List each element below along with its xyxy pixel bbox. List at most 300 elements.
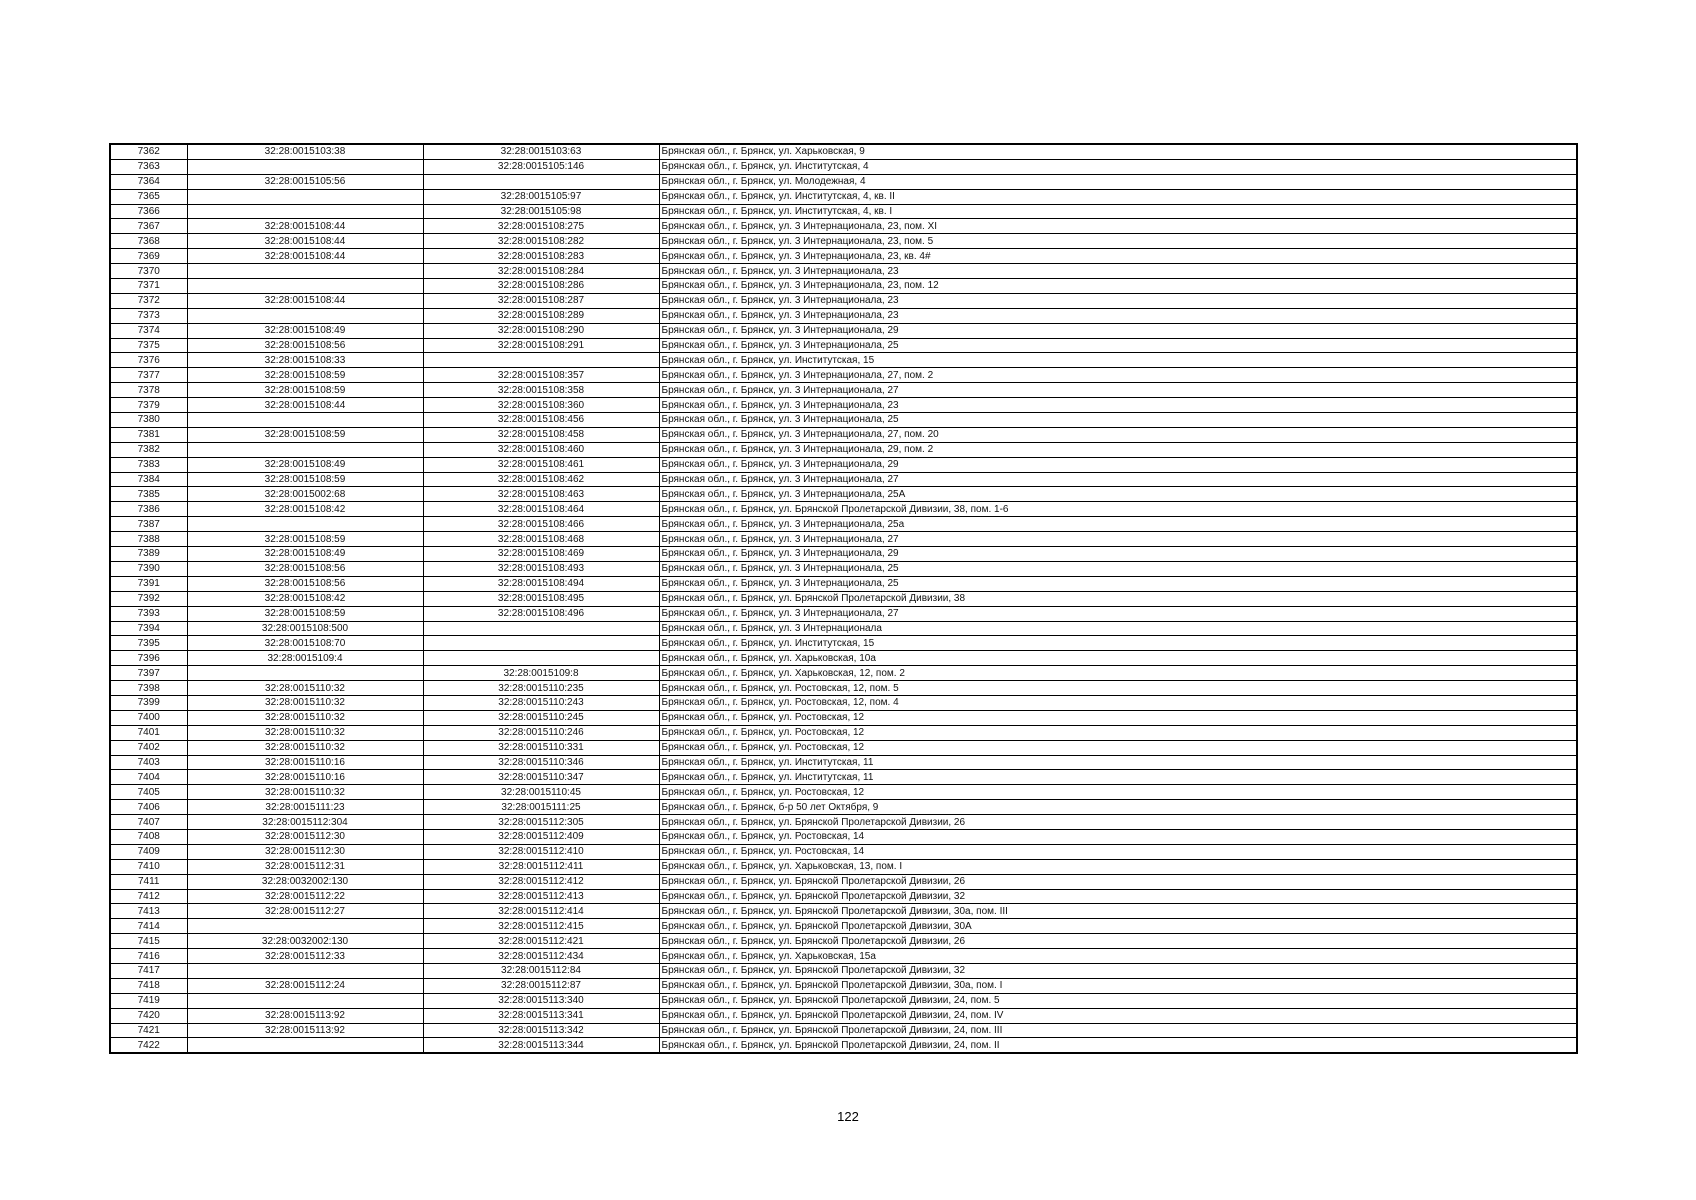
address-cell: Брянская обл., г. Брянск, ул. 3 Интернационала, 27, пом. 20 [659,427,1577,442]
object-number-cell: 32:28:0015108:466 [423,517,659,532]
registry-table [109,143,1578,1054]
parcel-number-cell: 32:28:0015108:44 [187,398,423,413]
address-cell: Брянская обл., г. Брянск, ул. 3 Интернационала, 23 [659,398,1577,413]
object-number-cell: 32:28:0015110:243 [423,695,659,710]
table-row [110,561,1577,576]
object-number-cell: 32:28:0015110:347 [423,770,659,785]
table-row [110,993,1577,1008]
parcel-number-cell: 32:28:0015002:68 [187,487,423,502]
row-number-cell: 7392 [110,591,187,606]
row-number-cell: 7414 [110,919,187,934]
parcel-number-cell: 32:28:0015111:23 [187,800,423,815]
parcel-number-cell: 32:28:0015112:33 [187,949,423,964]
object-number-cell: 32:28:0015108:357 [423,368,659,383]
parcel-number-cell [187,204,423,219]
row-number-cell: 7391 [110,576,187,591]
object-number-cell: 32:28:0015108:284 [423,264,659,279]
object-number-cell: 32:28:0015108:469 [423,547,659,562]
address-cell: Брянская обл., г. Брянск, ул. Брянской Пролетарской Дивизии, 24, пом. IV [659,1008,1577,1023]
table-row [110,651,1577,666]
parcel-number-cell: 32:28:0015112:30 [187,829,423,844]
address-cell: Брянская обл., г. Брянск, ул. Брянской Пролетарской Дивизии, 30а, пом. III [659,904,1577,919]
parcel-number-cell [187,517,423,532]
object-number-cell: 32:28:0015108:287 [423,293,659,308]
table-row [110,308,1577,323]
row-number-cell: 7383 [110,457,187,472]
table-row [110,844,1577,859]
address-cell: Брянская обл., г. Брянск, ул. 3 Интернационала, 23, пом. 12 [659,279,1577,294]
table-row [110,293,1577,308]
row-number-cell: 7375 [110,338,187,353]
parcel-number-cell: 32:28:0015108:42 [187,502,423,517]
row-number-cell: 7382 [110,442,187,457]
parcel-number-cell [187,442,423,457]
table-row [110,144,1577,159]
table-row [110,189,1577,204]
table-row [110,502,1577,517]
table-row [110,666,1577,681]
address-cell: Брянская обл., г. Брянск, ул. 3 Интернационала, 27 [659,383,1577,398]
row-number-cell: 7367 [110,219,187,234]
parcel-number-cell: 32:28:0015108:59 [187,606,423,621]
address-cell: Брянская обл., г. Брянск, ул. Харьковская, 15а [659,949,1577,964]
address-cell: Брянская обл., г. Брянск, ул. 3 Интернационала, 25А [659,487,1577,502]
row-number-cell: 7363 [110,159,187,174]
parcel-number-cell [187,279,423,294]
row-number-cell: 7411 [110,874,187,889]
address-cell: Брянская обл., г. Брянск, ул. Ростовская, 12 [659,785,1577,800]
parcel-number-cell: 32:28:0015108:59 [187,532,423,547]
table-row [110,740,1577,755]
address-cell: Брянская обл., г. Брянск, ул. Институтская, 4, кв. I [659,204,1577,219]
row-number-cell: 7380 [110,413,187,428]
row-number-cell: 7372 [110,293,187,308]
parcel-number-cell: 32:28:0015110:32 [187,710,423,725]
row-number-cell: 7376 [110,353,187,368]
object-number-cell: 32:28:0015108:275 [423,219,659,234]
object-number-cell: 32:28:0015113:342 [423,1023,659,1038]
object-number-cell: 32:28:0015108:496 [423,606,659,621]
table-row [110,547,1577,562]
address-cell: Брянская обл., г. Брянск, ул. Институтская, 4, кв. II [659,189,1577,204]
parcel-number-cell: 32:28:0015110:16 [187,755,423,770]
row-number-cell: 7386 [110,502,187,517]
object-number-cell: 32:28:0015108:494 [423,576,659,591]
object-number-cell: 32:28:0015108:358 [423,383,659,398]
parcel-number-cell: 32:28:0015108:56 [187,338,423,353]
object-number-cell: 32:28:0015103:63 [423,144,659,159]
table-row [110,472,1577,487]
address-cell: Брянская обл., г. Брянск, ул. Брянской Пролетарской Дивизии, 26 [659,934,1577,949]
parcel-number-cell: 32:28:0015108:500 [187,621,423,636]
row-number-cell: 7412 [110,889,187,904]
object-number-cell: 32:28:0015111:25 [423,800,659,815]
address-cell: Брянская обл., г. Брянск, ул. Ростовская, 12 [659,710,1577,725]
address-cell: Брянская обл., г. Брянск, ул. Брянской Пролетарской Дивизии, 26 [659,815,1577,830]
row-number-cell: 7369 [110,249,187,264]
table-row [110,427,1577,442]
parcel-number-cell: 32:28:0015113:92 [187,1023,423,1038]
object-number-cell: 32:28:0015112:415 [423,919,659,934]
address-cell: Брянская обл., г. Брянск, ул. Ростовская, 12, пом. 4 [659,695,1577,710]
object-number-cell: 32:28:0015105:98 [423,204,659,219]
parcel-number-cell: 32:28:0015113:92 [187,1008,423,1023]
row-number-cell: 7422 [110,1038,187,1053]
object-number-cell: 32:28:0015110:246 [423,725,659,740]
address-cell: Брянская обл., г. Брянск, ул. Ростовская, 12 [659,725,1577,740]
row-number-cell: 7401 [110,725,187,740]
row-number-cell: 7368 [110,234,187,249]
address-cell: Брянская обл., г. Брянск, ул. 3 Интернационала, 25 [659,338,1577,353]
object-number-cell: 32:28:0015112:409 [423,829,659,844]
object-number-cell [423,621,659,636]
parcel-number-cell: 32:28:0032002:130 [187,874,423,889]
object-number-cell: 32:28:0015110:346 [423,755,659,770]
object-number-cell: 32:28:0015109:8 [423,666,659,681]
row-number-cell: 7421 [110,1023,187,1038]
parcel-number-cell [187,413,423,428]
parcel-number-cell: 32:28:0015110:32 [187,725,423,740]
row-number-cell: 7389 [110,547,187,562]
table-row [110,710,1577,725]
parcel-number-cell: 32:28:0015110:16 [187,770,423,785]
address-cell: Брянская обл., г. Брянск, ул. Брянской Пролетарской Дивизии, 30А [659,919,1577,934]
table-row [110,279,1577,294]
row-number-cell: 7385 [110,487,187,502]
table-row [110,949,1577,964]
address-cell: Брянская обл., г. Брянск, ул. 3 Интернационала, 23 [659,308,1577,323]
table-row [110,576,1577,591]
row-number-cell: 7393 [110,606,187,621]
parcel-number-cell: 32:28:0015112:24 [187,978,423,993]
object-number-cell: 32:28:0015113:341 [423,1008,659,1023]
table-row [110,234,1577,249]
object-number-cell: 32:28:0015108:462 [423,472,659,487]
object-number-cell [423,174,659,189]
address-cell: Брянская обл., г. Брянск, ул. 3 Интернационала, 25 [659,413,1577,428]
table-row [110,904,1577,919]
row-number-cell: 7397 [110,666,187,681]
table-row [110,413,1577,428]
address-cell: Брянская обл., г. Брянск, ул. 3 Интернационала, 23, пом. 5 [659,234,1577,249]
row-number-cell: 7406 [110,800,187,815]
address-cell: Брянская обл., г. Брянск, ул. 3 Интернационала [659,621,1577,636]
row-number-cell: 7404 [110,770,187,785]
parcel-number-cell [187,308,423,323]
table-row [110,383,1577,398]
parcel-number-cell: 32:28:0015110:32 [187,740,423,755]
table-row [110,532,1577,547]
row-number-cell: 7408 [110,829,187,844]
parcel-number-cell: 32:28:0015109:4 [187,651,423,666]
table-row [110,249,1577,264]
row-number-cell: 7398 [110,681,187,696]
address-cell: Брянская обл., г. Брянск, ул. Брянской Пролетарской Дивизии, 38, пом. 1-6 [659,502,1577,517]
parcel-number-cell: 32:28:0015108:49 [187,457,423,472]
table-row [110,517,1577,532]
parcel-number-cell: 32:28:0015108:44 [187,234,423,249]
object-number-cell: 32:28:0015108:460 [423,442,659,457]
table-row [110,204,1577,219]
parcel-number-cell: 32:28:0015103:38 [187,144,423,159]
object-number-cell: 32:28:0015108:458 [423,427,659,442]
address-cell: Брянская обл., г. Брянск, ул. Ростовская, 14 [659,829,1577,844]
table-row [110,338,1577,353]
address-cell: Брянская обл., г. Брянск, ул. Молодежная, 4 [659,174,1577,189]
table-row [110,815,1577,830]
row-number-cell: 7390 [110,561,187,576]
object-number-cell: 32:28:0015110:235 [423,681,659,696]
row-number-cell: 7416 [110,949,187,964]
object-number-cell [423,353,659,368]
object-number-cell: 32:28:0015112:414 [423,904,659,919]
table-row [110,695,1577,710]
row-number-cell: 7374 [110,323,187,338]
address-cell: Брянская обл., г. Брянск, ул. Ростовская, 12, пом. 5 [659,681,1577,696]
parcel-number-cell: 32:28:0015108:56 [187,576,423,591]
table-row [110,353,1577,368]
row-number-cell: 7417 [110,963,187,978]
object-number-cell: 32:28:0015108:282 [423,234,659,249]
parcel-number-cell: 32:28:0015110:32 [187,681,423,696]
object-number-cell: 32:28:0015108:283 [423,249,659,264]
row-number-cell: 7365 [110,189,187,204]
object-number-cell: 32:28:0015112:410 [423,844,659,859]
parcel-number-cell [187,159,423,174]
address-cell: Брянская обл., г. Брянск, ул. 3 Интернационала, 23 [659,293,1577,308]
address-cell: Брянская обл., г. Брянск, ул. Харьковская, 13, пом. I [659,859,1577,874]
parcel-number-cell: 32:28:0015108:44 [187,293,423,308]
parcel-number-cell: 32:28:0015108:59 [187,368,423,383]
parcel-number-cell: 32:28:0015108:49 [187,547,423,562]
table-row [110,442,1577,457]
parcel-number-cell [187,919,423,934]
row-number-cell: 7379 [110,398,187,413]
parcel-number-cell: 32:28:0015112:304 [187,815,423,830]
object-number-cell: 32:28:0015110:331 [423,740,659,755]
address-cell: Брянская обл., г. Брянск, ул. Харьковская, 10а [659,651,1577,666]
row-number-cell: 7373 [110,308,187,323]
parcel-number-cell [187,189,423,204]
parcel-number-cell [187,993,423,1008]
row-number-cell: 7362 [110,144,187,159]
object-number-cell: 32:28:0015113:340 [423,993,659,1008]
table-row [110,800,1577,815]
address-cell: Брянская обл., г. Брянск, ул. Брянской Пролетарской Дивизии, 24, пом. II [659,1038,1577,1053]
table-row [110,1008,1577,1023]
object-number-cell: 32:28:0015112:305 [423,815,659,830]
address-cell: Брянская обл., г. Брянск, ул. Институтская, 4 [659,159,1577,174]
address-cell: Брянская обл., г. Брянск, ул. Институтская, 15 [659,636,1577,651]
parcel-number-cell: 32:28:0015108:44 [187,219,423,234]
row-number-cell: 7405 [110,785,187,800]
row-number-cell: 7384 [110,472,187,487]
row-number-cell: 7402 [110,740,187,755]
object-number-cell: 32:28:0015108:291 [423,338,659,353]
parcel-number-cell: 32:28:0015112:31 [187,859,423,874]
object-number-cell [423,636,659,651]
object-number-cell: 32:28:0015108:463 [423,487,659,502]
row-number-cell: 7420 [110,1008,187,1023]
table-row [110,487,1577,502]
parcel-number-cell [187,963,423,978]
parcel-number-cell: 32:28:0015108:49 [187,323,423,338]
object-number-cell: 32:28:0015112:413 [423,889,659,904]
row-number-cell: 7418 [110,978,187,993]
row-number-cell: 7419 [110,993,187,1008]
address-cell: Брянская обл., г. Брянск, ул. Харьковская, 12, пом. 2 [659,666,1577,681]
address-cell: Брянская обл., г. Брянск, ул. 3 Интернационала, 23, кв. 4# [659,249,1577,264]
row-number-cell: 7364 [110,174,187,189]
object-number-cell: 32:28:0015112:84 [423,963,659,978]
parcel-number-cell: 32:28:0015108:70 [187,636,423,651]
table-row [110,323,1577,338]
row-number-cell: 7371 [110,279,187,294]
row-number-cell: 7378 [110,383,187,398]
object-number-cell: 32:28:0015108:495 [423,591,659,606]
table-row [110,829,1577,844]
object-number-cell: 32:28:0015112:412 [423,874,659,889]
object-number-cell: 32:28:0015105:97 [423,189,659,204]
parcel-number-cell: 32:28:0015108:59 [187,383,423,398]
table-row [110,770,1577,785]
table-row [110,859,1577,874]
row-number-cell: 7395 [110,636,187,651]
row-number-cell: 7400 [110,710,187,725]
address-cell: Брянская обл., г. Брянск, ул. Брянской Пролетарской Дивизии, 24, пом. 5 [659,993,1577,1008]
table-row [110,889,1577,904]
table-row [110,919,1577,934]
table-row [110,1038,1577,1053]
object-number-cell: 32:28:0015108:468 [423,532,659,547]
table-row [110,755,1577,770]
row-number-cell: 7366 [110,204,187,219]
parcel-number-cell: 32:28:0015112:27 [187,904,423,919]
row-number-cell: 7409 [110,844,187,859]
row-number-cell: 7381 [110,427,187,442]
address-cell: Брянская обл., г. Брянск, ул. Харьковская, 9 [659,144,1577,159]
table-row [110,457,1577,472]
table-row [110,1023,1577,1038]
object-number-cell: 32:28:0015112:411 [423,859,659,874]
parcel-number-cell: 32:28:0015108:56 [187,561,423,576]
address-cell: Брянская обл., г. Брянск, б-р 50 лет Октября, 9 [659,800,1577,815]
address-cell: Брянская обл., г. Брянск, ул. 3 Интернационала, 27 [659,606,1577,621]
table-row [110,591,1577,606]
address-cell: Брянская обл., г. Брянск, ул. 3 Интернационала, 29 [659,457,1577,472]
parcel-number-cell [187,666,423,681]
parcel-number-cell [187,1038,423,1053]
address-cell: Брянская обл., г. Брянск, ул. Брянской Пролетарской Дивизии, 26 [659,874,1577,889]
row-number-cell: 7403 [110,755,187,770]
row-number-cell: 7407 [110,815,187,830]
address-cell: Брянская обл., г. Брянск, ул. 3 Интернационала, 25а [659,517,1577,532]
row-number-cell: 7387 [110,517,187,532]
address-cell: Брянская обл., г. Брянск, ул. 3 Интернационала, 27 [659,472,1577,487]
table-row [110,934,1577,949]
parcel-number-cell: 32:28:0015108:59 [187,427,423,442]
object-number-cell: 32:28:0015112:421 [423,934,659,949]
address-cell: Брянская обл., г. Брянск, ул. 3 Интернационала, 27, пом. 2 [659,368,1577,383]
address-cell: Брянская обл., г. Брянск, ул. 3 Интернационала, 27 [659,532,1577,547]
table-row [110,636,1577,651]
object-number-cell: 32:28:0015113:344 [423,1038,659,1053]
address-cell: Брянская обл., г. Брянск, ул. Ростовская, 14 [659,844,1577,859]
address-cell: Брянская обл., г. Брянск, ул. Брянской Пролетарской Дивизии, 30а, пом. I [659,978,1577,993]
address-cell: Брянская обл., г. Брянск, ул. Брянской Пролетарской Дивизии, 24, пом. III [659,1023,1577,1038]
table-row [110,785,1577,800]
table-row [110,174,1577,189]
row-number-cell: 7388 [110,532,187,547]
address-cell: Брянская обл., г. Брянск, ул. Ростовская, 12 [659,740,1577,755]
address-cell: Брянская обл., г. Брянск, ул. 3 Интернационала, 29 [659,547,1577,562]
address-cell: Брянская обл., г. Брянск, ул. Брянской Пролетарской Дивизии, 38 [659,591,1577,606]
row-number-cell: 7415 [110,934,187,949]
address-cell: Брянская обл., г. Брянск, ул. Брянской Пролетарской Дивизии, 32 [659,963,1577,978]
address-cell: Брянская обл., г. Брянск, ул. 3 Интернационала, 29 [659,323,1577,338]
row-number-cell: 7396 [110,651,187,666]
object-number-cell: 32:28:0015112:87 [423,978,659,993]
object-number-cell: 32:28:0015110:245 [423,710,659,725]
object-number-cell [423,651,659,666]
table-row [110,398,1577,413]
registry-table-body [110,144,1577,1053]
table-row [110,621,1577,636]
parcel-number-cell: 32:28:0015110:32 [187,695,423,710]
object-number-cell: 32:28:0015108:493 [423,561,659,576]
table-row [110,978,1577,993]
table-row [110,725,1577,740]
address-cell: Брянская обл., г. Брянск, ул. Институтская, 15 [659,353,1577,368]
address-cell: Брянская обл., г. Брянск, ул. 3 Интернационала, 25 [659,576,1577,591]
address-cell: Брянская обл., г. Брянск, ул. 3 Интернационала, 25 [659,561,1577,576]
row-number-cell: 7413 [110,904,187,919]
object-number-cell: 32:28:0015108:464 [423,502,659,517]
object-number-cell: 32:28:0015108:456 [423,413,659,428]
parcel-number-cell: 32:28:0015108:59 [187,472,423,487]
row-number-cell: 7370 [110,264,187,279]
address-cell: Брянская обл., г. Брянск, ул. Институтская, 11 [659,755,1577,770]
address-cell: Брянская обл., г. Брянск, ул. Брянской Пролетарской Дивизии, 32 [659,889,1577,904]
table-row [110,368,1577,383]
parcel-number-cell: 32:28:0015112:30 [187,844,423,859]
table-row [110,963,1577,978]
row-number-cell: 7377 [110,368,187,383]
parcel-number-cell: 32:28:0015108:33 [187,353,423,368]
address-cell: Брянская обл., г. Брянск, ул. 3 Интернационала, 23, пом. XI [659,219,1577,234]
page-number: 122 [837,1109,859,1124]
object-number-cell: 32:28:0015112:434 [423,949,659,964]
parcel-number-cell: 32:28:0015105:56 [187,174,423,189]
table-row [110,159,1577,174]
row-number-cell: 7399 [110,695,187,710]
object-number-cell: 32:28:0015108:286 [423,279,659,294]
object-number-cell: 32:28:0015108:290 [423,323,659,338]
parcel-number-cell: 32:28:0032002:130 [187,934,423,949]
object-number-cell: 32:28:0015108:360 [423,398,659,413]
parcel-number-cell: 32:28:0015108:42 [187,591,423,606]
object-number-cell: 32:28:0015105:146 [423,159,659,174]
address-cell: Брянская обл., г. Брянск, ул. 3 Интернационала, 23 [659,264,1577,279]
table-row [110,874,1577,889]
parcel-number-cell [187,264,423,279]
parcel-number-cell: 32:28:0015110:32 [187,785,423,800]
table-row [110,219,1577,234]
address-cell: Брянская обл., г. Брянск, ул. Институтская, 11 [659,770,1577,785]
parcel-number-cell: 32:28:0015112:22 [187,889,423,904]
row-number-cell: 7394 [110,621,187,636]
object-number-cell: 32:28:0015110:45 [423,785,659,800]
